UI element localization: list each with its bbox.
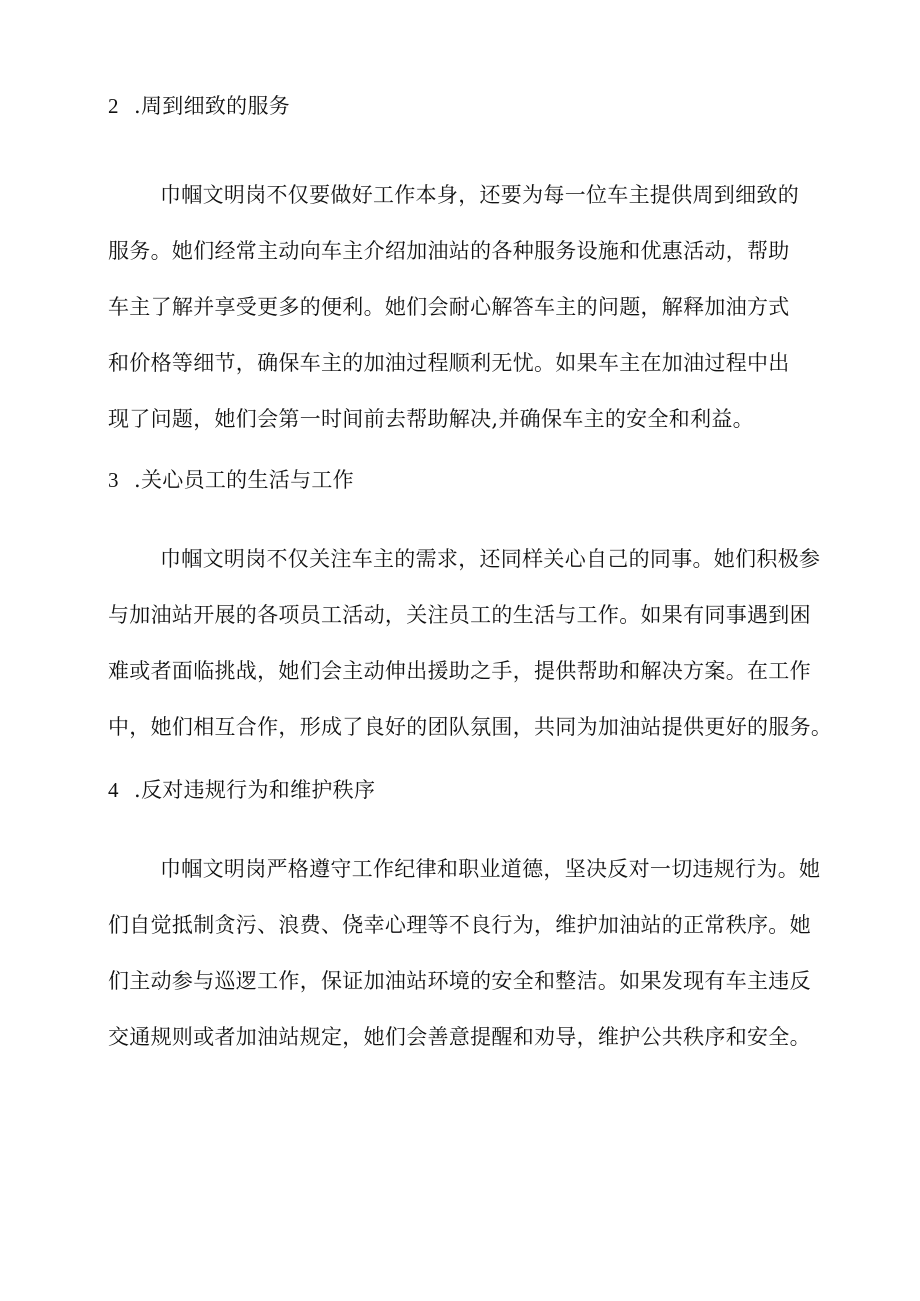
section-2-line-3: 车主了解并享受更多的便利。她们会耐心解答车主的问题，解释加油方式 [108,295,790,319]
section-4-line-2: 们自觉抵制贪污、浪费、侥幸心理等不良行为，维护加油站的正常秩序。她 [108,913,811,937]
section-2-line-4: 和价格等细节，确保车主的加油过程顺利无忧。如果车主在加油过程中出 [108,351,790,375]
section-3-line-2: 与加油站开展的各项员工活动，关注员工的生活与工作。如果有同事遇到困 [108,603,811,627]
section-4-line-4: 交通规则或者加油站规定，她们会善意提醒和劝导，维护公共秩序和安全。 [108,1025,811,1049]
section-3-line-3: 难或者面临挑战，她们会主动伸出援助之手，提供帮助和解决方案。在工作 [108,659,811,683]
section-4-title: .反对违规行为和维护秩序 [134,778,376,802]
section-3-line-4: 中，她们相互合作，形成了良好的团队氛围，共同为加油站提供更好的服务。 [108,715,833,739]
section-3-title: .关心员工的生活与工作 [134,468,354,492]
section-3-number: 3 [108,468,119,492]
section-2-title: .周到细致的服务 [134,94,291,118]
section-2-line-5: 现了问题，她们会第一时间前去帮助解决,并确保车主的安全和利益。 [108,407,754,431]
section-2-heading [108,92,290,120]
section-4-heading [108,776,375,804]
section-2-number: 2 [108,94,119,118]
section-2-line-2: 服务。她们经常主动向车主介绍加油站的各种服务设施和优惠活动，帮助 [108,239,790,263]
section-4-number: 4 [108,778,119,802]
section-4-line-1: 巾帼文明岗严格遵守工作纪律和职业道德，坚决反对一切违规行为。她 [160,857,821,881]
section-4-line-3: 们主动参与巡逻工作，保证加油站环境的安全和整洁。如果发现有车主违反 [108,969,811,993]
section-2-line-1: 巾帼文明岗不仅要做好工作本身，还要为每一位车主提供周到细致的 [160,183,799,207]
section-3-heading [108,466,354,494]
section-3-line-1: 巾帼文明岗不仅关注车主的需求，还同样关心自己的同事。她们积极参 [160,547,821,571]
